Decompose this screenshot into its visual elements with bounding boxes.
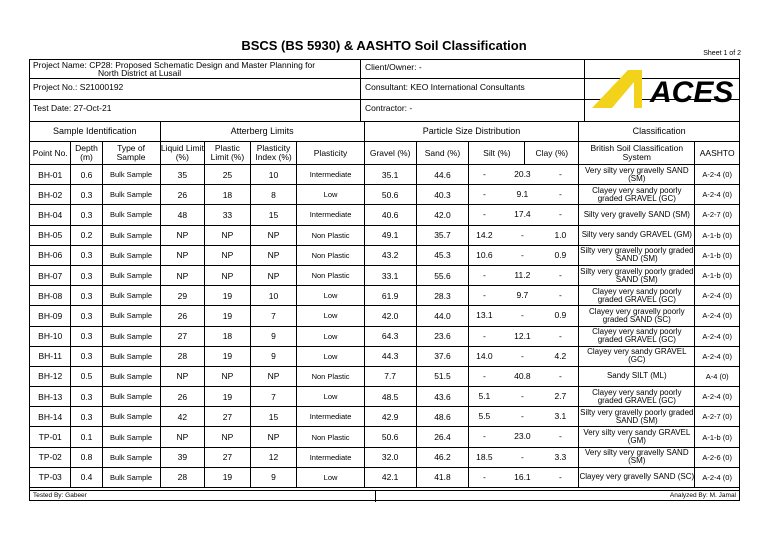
aashto-cell: A-2-7 (0) (695, 205, 740, 225)
plasticity-cell: Low (297, 387, 364, 407)
clay-value: - (558, 209, 562, 220)
plastic-limit-cell: 19 (205, 346, 251, 366)
plasticity-index-cell: 9 (250, 346, 297, 366)
depth-cell: 0.3 (71, 306, 102, 326)
aashto-cell: A-2-4 (0) (695, 467, 740, 487)
clay-value: - (558, 471, 562, 482)
silt-clay-cell (469, 467, 579, 487)
sand-cell: 46.2 (416, 447, 469, 467)
depth-cell: 0.6 (71, 165, 102, 185)
point-cell: BH-11 (30, 346, 71, 366)
depth-cell: 0.4 (71, 467, 102, 487)
header-plasticity: Plasticity (297, 142, 364, 165)
sand-cell: 42.0 (416, 205, 469, 225)
liquid-limit-cell: NP (160, 265, 205, 285)
footer-divider (375, 491, 376, 502)
liquid-limit-cell: NP (160, 225, 205, 245)
plasticity-index-cell: 12 (250, 447, 297, 467)
silt-clay-cell (469, 225, 579, 245)
contractor: Contractor: - (365, 103, 413, 113)
aashto-cell: A-2-4 (0) (695, 387, 740, 407)
silt-clay-combined-value: - (520, 451, 524, 462)
silt-clay-combined-value: - (520, 411, 524, 422)
point-cell: BH-08 (30, 286, 71, 306)
gravel-cell: 64.3 (364, 326, 416, 346)
silt-value: - (482, 189, 486, 200)
silt-clay-cell (469, 165, 579, 185)
plastic-limit-cell: 27 (205, 407, 251, 427)
depth-cell: 0.3 (71, 205, 102, 225)
point-cell: BH-04 (30, 205, 71, 225)
clay-value: 4.2 (554, 350, 567, 361)
sand-cell: 28.3 (416, 286, 469, 306)
plasticity-index-cell: 9 (250, 467, 297, 487)
point-cell: TP-03 (30, 467, 71, 487)
silt-value: - (482, 209, 486, 220)
silt-clay-combined-value: - (520, 350, 524, 361)
plasticity-cell: Non Plastic (297, 245, 364, 265)
plasticity-cell: Intermediate (297, 407, 364, 427)
sample-type-cell: Bulk Sample (102, 467, 160, 487)
silt-clay-cell (469, 205, 579, 225)
silt-clay-cell (469, 366, 579, 386)
silt-value: - (482, 471, 486, 482)
silt-clay-combined-value: - (520, 229, 524, 240)
point-cell: BH-14 (30, 407, 71, 427)
table-row (30, 447, 740, 467)
project-number: Project No.: S21000192 (33, 82, 124, 92)
plasticity-cell: Low (297, 185, 364, 205)
bscs-classification-cell: Silty very gravelly poorly graded SAND (SM) (579, 245, 695, 265)
silt-value: - (482, 290, 486, 301)
plasticity-index-cell: 8 (250, 185, 297, 205)
header-sand: Sand (%) (416, 142, 469, 165)
bscs-classification-cell: Clayey very sandy GRAVEL (GC) (579, 346, 695, 366)
sand-cell: 45.3 (416, 245, 469, 265)
table-row (30, 326, 740, 346)
plasticity-index-cell: 15 (250, 205, 297, 225)
plastic-limit-cell: 18 (205, 185, 251, 205)
point-cell: BH-12 (30, 366, 71, 386)
table-row (30, 346, 740, 366)
silt-value: - (482, 431, 486, 442)
silt-clay-combined-value: 16.1 (514, 471, 531, 482)
plastic-limit-cell: NP (205, 265, 251, 285)
silt-clay-cell (469, 265, 579, 285)
plasticity-cell: Intermediate (297, 165, 364, 185)
bscs-classification-cell: Clayey very gravelly poorly graded SAND (SC) (579, 306, 695, 326)
plasticity-cell: Intermediate (297, 447, 364, 467)
clay-value: 0.9 (554, 310, 567, 321)
bscs-classification-cell: Clayey very gravelly SAND (SC) (579, 467, 695, 487)
header-liquid-limit: Liquid Limit (%) (160, 142, 205, 165)
gravel-cell: 7.7 (364, 366, 416, 386)
table-row (30, 306, 740, 326)
point-cell: BH-13 (30, 387, 71, 407)
sample-type-cell: Bulk Sample (102, 407, 160, 427)
bscs-classification-cell: Very silty very gravelly SAND (SM) (579, 165, 695, 185)
silt-clay-cell (469, 346, 579, 366)
plastic-limit-cell: 33 (205, 205, 251, 225)
bscs-classification-cell: Silty very gravelly poorly graded SAND (SM) (579, 407, 695, 427)
silt-clay-cell (469, 427, 579, 447)
plasticity-cell: Non Plastic (297, 427, 364, 447)
plasticity-cell: Non Plastic (297, 265, 364, 285)
plasticity-cell: Low (297, 346, 364, 366)
liquid-limit-cell: 48 (160, 205, 205, 225)
silt-clay-combined-value: 40.8 (514, 370, 531, 381)
sand-cell: 44.6 (416, 165, 469, 185)
header-sample-identification: Sample Identification (30, 122, 161, 142)
point-cell: TP-01 (30, 427, 71, 447)
sample-type-cell: Bulk Sample (102, 346, 160, 366)
aashto-cell: A-4 (0) (695, 366, 740, 386)
depth-cell: 0.3 (71, 387, 102, 407)
sample-type-cell: Bulk Sample (102, 326, 160, 346)
table-row (30, 366, 740, 386)
plastic-limit-cell: 19 (205, 286, 251, 306)
silt-value: 18.5 (476, 451, 493, 462)
liquid-limit-cell: 28 (160, 346, 205, 366)
silt-clay-combined-value: 9.7 (516, 290, 529, 301)
plastic-limit-cell: NP (205, 225, 251, 245)
clay-value: - (558, 269, 562, 280)
soil-classification-table (29, 121, 740, 488)
report-footer (29, 490, 740, 502)
table-row (30, 185, 740, 205)
depth-cell: 0.3 (71, 185, 102, 205)
sample-type-cell: Bulk Sample (102, 245, 160, 265)
depth-cell: 0.1 (71, 427, 102, 447)
sheet-number: Sheet 1 of 2 (703, 50, 741, 57)
plasticity-index-cell: 7 (250, 306, 297, 326)
gravel-cell: 43.2 (364, 245, 416, 265)
header-clay: Clay (%) (525, 142, 579, 165)
clay-value: 0.9 (554, 249, 567, 260)
header-classification: Classification (579, 122, 740, 142)
gravel-cell: 35.1 (364, 165, 416, 185)
header-silt: Silt (%) (469, 142, 525, 165)
bscs-classification-cell: Sandy SILT (ML) (579, 366, 695, 386)
liquid-limit-cell: 29 (160, 286, 205, 306)
sample-type-cell: Bulk Sample (102, 205, 160, 225)
silt-clay-cell (469, 306, 579, 326)
depth-cell: 0.3 (71, 286, 102, 306)
silt-value: - (482, 169, 486, 179)
project-name: Project Name: CP28: Proposed Schematic Design and Master Planning for (33, 60, 316, 70)
bscs-classification-cell: Silty very gravelly poorly graded SAND (SM) (579, 265, 695, 285)
point-cell: BH-05 (30, 225, 71, 245)
bscs-classification-cell: Silty very gravelly SAND (SM) (579, 205, 695, 225)
silt-clay-cell (469, 407, 579, 427)
table-row (30, 427, 740, 447)
silt-value: - (482, 330, 486, 341)
sample-type-cell: Bulk Sample (102, 185, 160, 205)
sand-cell: 51.5 (416, 366, 469, 386)
plasticity-cell: Low (297, 326, 364, 346)
silt-clay-combined-value: - (520, 310, 524, 321)
gravel-cell: 50.6 (364, 185, 416, 205)
depth-cell: 0.3 (71, 407, 102, 427)
table-row (30, 407, 740, 427)
depth-cell: 0.3 (71, 326, 102, 346)
clay-value: - (558, 189, 562, 200)
plastic-limit-cell: 25 (205, 165, 251, 185)
silt-value: - (482, 269, 486, 280)
sand-cell: 55.6 (416, 265, 469, 285)
depth-cell: 0.2 (71, 225, 102, 245)
bscs-classification-cell: Silty very sandy GRAVEL (GM) (579, 225, 695, 245)
table-row (30, 467, 740, 487)
silt-clay-combined-value: - (520, 391, 524, 402)
plasticity-index-cell: 15 (250, 407, 297, 427)
bscs-classification-cell: Clayey very sandy poorly graded GRAVEL (GC) (579, 387, 695, 407)
table-row (30, 205, 740, 225)
liquid-limit-cell: NP (160, 427, 205, 447)
aashto-cell: A-2-6 (0) (695, 447, 740, 467)
depth-cell: 0.3 (71, 346, 102, 366)
sand-cell: 40.3 (416, 185, 469, 205)
liquid-limit-cell: 39 (160, 447, 205, 467)
sand-cell: 26.4 (416, 427, 469, 447)
silt-value: 10.6 (476, 249, 493, 260)
silt-clay-combined-value: 11.2 (514, 269, 531, 280)
header-gravel: Gravel (%) (364, 142, 416, 165)
liquid-limit-cell: 27 (160, 326, 205, 346)
client-owner: Client/Owner: - (365, 62, 422, 72)
table-row (30, 245, 740, 265)
sample-type-cell: Bulk Sample (102, 427, 160, 447)
depth-cell: 0.8 (71, 447, 102, 467)
point-cell: BH-09 (30, 306, 71, 326)
bscs-classification-cell: Very silty very gravelly SAND (SM) (579, 447, 695, 467)
gravel-cell: 49.1 (364, 225, 416, 245)
sand-cell: 44.0 (416, 306, 469, 326)
silt-clay-combined-value: 9.1 (516, 189, 529, 200)
header-atterberg-limits: Atterberg Limits (160, 122, 364, 142)
clay-value: - (558, 330, 562, 341)
sample-type-cell: Bulk Sample (102, 366, 160, 386)
clay-value: - (558, 431, 562, 442)
point-cell: TP-02 (30, 447, 71, 467)
plastic-limit-cell: 27 (205, 447, 251, 467)
point-cell: BH-10 (30, 326, 71, 346)
plastic-limit-cell: NP (205, 366, 251, 386)
liquid-limit-cell: 26 (160, 185, 205, 205)
clay-value: 3.3 (554, 451, 567, 462)
silt-clay-combined-value: 12.1 (514, 330, 531, 341)
liquid-limit-cell: 26 (160, 306, 205, 326)
silt-clay-combined-value: 23.0 (514, 431, 531, 442)
aashto-cell: A-2-4 (0) (695, 286, 740, 306)
clay-value: - (558, 290, 562, 301)
table-row (30, 265, 740, 285)
plasticity-index-cell: 7 (250, 387, 297, 407)
silt-value: 14.2 (476, 229, 493, 240)
table-row (30, 286, 740, 306)
header-aashto: AASHTO (695, 142, 740, 165)
plastic-limit-cell: 18 (205, 326, 251, 346)
plasticity-index-cell: 10 (250, 286, 297, 306)
depth-cell: 0.5 (71, 366, 102, 386)
plasticity-index-cell: NP (250, 366, 297, 386)
silt-clay-cell (469, 387, 579, 407)
silt-clay-cell (469, 286, 579, 306)
gravel-cell: 42.1 (364, 467, 416, 487)
liquid-limit-cell: 35 (160, 165, 205, 185)
header-divider (360, 59, 361, 121)
header-divider (584, 59, 585, 121)
plasticity-cell: Intermediate (297, 205, 364, 225)
aashto-cell: A-2-7 (0) (695, 407, 740, 427)
bscs-classification-cell: Very silty very sandy GRAVEL (GM) (579, 427, 695, 447)
gravel-cell: 33.1 (364, 265, 416, 285)
aashto-cell: A-2-4 (0) (695, 165, 740, 185)
aashto-cell: A-2-4 (0) (695, 306, 740, 326)
silt-clay-cell (469, 447, 579, 467)
sand-cell: 23.6 (416, 326, 469, 346)
plastic-limit-cell: NP (205, 427, 251, 447)
sample-type-cell: Bulk Sample (102, 165, 160, 185)
point-cell: BH-01 (30, 165, 71, 185)
gravel-cell: 32.0 (364, 447, 416, 467)
table-row (30, 225, 740, 245)
sample-type-cell: Bulk Sample (102, 286, 160, 306)
gravel-cell: 48.5 (364, 387, 416, 407)
gravel-cell: 61.9 (364, 286, 416, 306)
gravel-cell: 44.3 (364, 346, 416, 366)
liquid-limit-cell: 26 (160, 387, 205, 407)
depth-cell: 0.3 (71, 265, 102, 285)
aashto-cell: A-2-4 (0) (695, 346, 740, 366)
clay-value: - (558, 169, 562, 179)
test-date: Test Date: 27-Oct-21 (33, 103, 112, 113)
header-particle-size: Particle Size Distribution (364, 122, 579, 142)
point-cell: BH-07 (30, 265, 71, 285)
aces-logo (590, 68, 736, 110)
project-name-line2: North District at Lusail (98, 68, 182, 78)
gravel-cell: 50.6 (364, 427, 416, 447)
point-cell: BH-02 (30, 185, 71, 205)
plasticity-index-cell: NP (250, 225, 297, 245)
plastic-limit-cell: NP (205, 245, 251, 265)
header-plastic-limit: Plastic Limit (%) (205, 142, 251, 165)
header-bscs: British Soil Classification System (579, 142, 695, 165)
plasticity-index-cell: 9 (250, 326, 297, 346)
plastic-limit-cell: 19 (205, 306, 251, 326)
aashto-cell: A-2-4 (0) (695, 185, 740, 205)
plasticity-cell: Low (297, 286, 364, 306)
aashto-cell: A-2-4 (0) (695, 326, 740, 346)
gravel-cell: 40.6 (364, 205, 416, 225)
table-row (30, 165, 740, 185)
plasticity-index-cell: NP (250, 265, 297, 285)
plasticity-index-cell: NP (250, 245, 297, 265)
silt-clay-combined-value: 20.3 (514, 169, 531, 179)
aashto-cell: A-1-b (0) (695, 427, 740, 447)
gravel-cell: 42.9 (364, 407, 416, 427)
bscs-classification-cell: Clayey very sandy poorly graded GRAVEL (GC) (579, 326, 695, 346)
plastic-limit-cell: 19 (205, 387, 251, 407)
plasticity-index-cell: NP (250, 427, 297, 447)
silt-value: 13.1 (476, 310, 493, 321)
header-plasticity-index: Plasticity Index (%) (250, 142, 297, 165)
silt-clay-combined-value: - (520, 249, 524, 260)
point-cell: BH-06 (30, 245, 71, 265)
gravel-cell: 42.0 (364, 306, 416, 326)
silt-clay-cell (469, 245, 579, 265)
clay-value: 1.0 (554, 229, 567, 240)
sand-cell: 35.7 (416, 225, 469, 245)
consultant: Consultant: KEO International Consultants (365, 82, 525, 92)
silt-clay-cell (469, 185, 579, 205)
liquid-limit-cell: NP (160, 245, 205, 265)
silt-clay-cell (469, 326, 579, 346)
depth-cell: 0.3 (71, 245, 102, 265)
header-type: Type of Sample (102, 142, 160, 165)
silt-value: 5.1 (478, 391, 491, 402)
bscs-classification-cell: Clayey very sandy poorly graded GRAVEL (GC) (579, 185, 695, 205)
clay-value: - (558, 370, 562, 381)
table-row (30, 387, 740, 407)
plastic-limit-cell: 19 (205, 467, 251, 487)
clay-value: 3.1 (554, 411, 567, 422)
bscs-classification-cell: Clayey very sandy poorly graded GRAVEL (GC) (579, 286, 695, 306)
sand-cell: 41.8 (416, 467, 469, 487)
clay-value: 2.7 (554, 391, 567, 402)
page-title: BSCS (BS 5930) & AASHTO Soil Classification (241, 38, 527, 53)
header-point-no: Point No. (30, 142, 71, 165)
sample-type-cell: Bulk Sample (102, 387, 160, 407)
sand-cell: 48.6 (416, 407, 469, 427)
sample-type-cell: Bulk Sample (102, 265, 160, 285)
liquid-limit-cell: NP (160, 366, 205, 386)
header-depth: Depth (m) (71, 142, 102, 165)
analyzed-by: Analyzed By: M. Jamal (669, 492, 736, 499)
plasticity-cell: Low (297, 467, 364, 487)
plasticity-index-cell: 10 (250, 165, 297, 185)
sample-type-cell: Bulk Sample (102, 225, 160, 245)
sand-cell: 37.6 (416, 346, 469, 366)
tested-by: Tested By: Gabeer (33, 492, 87, 499)
liquid-limit-cell: 42 (160, 407, 205, 427)
silt-value: 14.0 (476, 350, 493, 361)
aashto-cell: A-1-b (0) (695, 225, 740, 245)
svg-text:ACES: ACES (650, 76, 734, 109)
liquid-limit-cell: 28 (160, 467, 205, 487)
silt-clay-combined-value: 17.4 (514, 209, 531, 220)
aashto-cell: A-1-b (0) (695, 245, 740, 265)
aashto-cell: A-1-b (0) (695, 265, 740, 285)
silt-value: 5.5 (478, 411, 491, 422)
silt-value: - (482, 370, 486, 381)
plasticity-cell: Low (297, 306, 364, 326)
sample-type-cell: Bulk Sample (102, 447, 160, 467)
sample-type-cell: Bulk Sample (102, 306, 160, 326)
plasticity-cell: Non Plastic (297, 366, 364, 386)
sand-cell: 43.6 (416, 387, 469, 407)
plasticity-cell: Non Plastic (297, 225, 364, 245)
